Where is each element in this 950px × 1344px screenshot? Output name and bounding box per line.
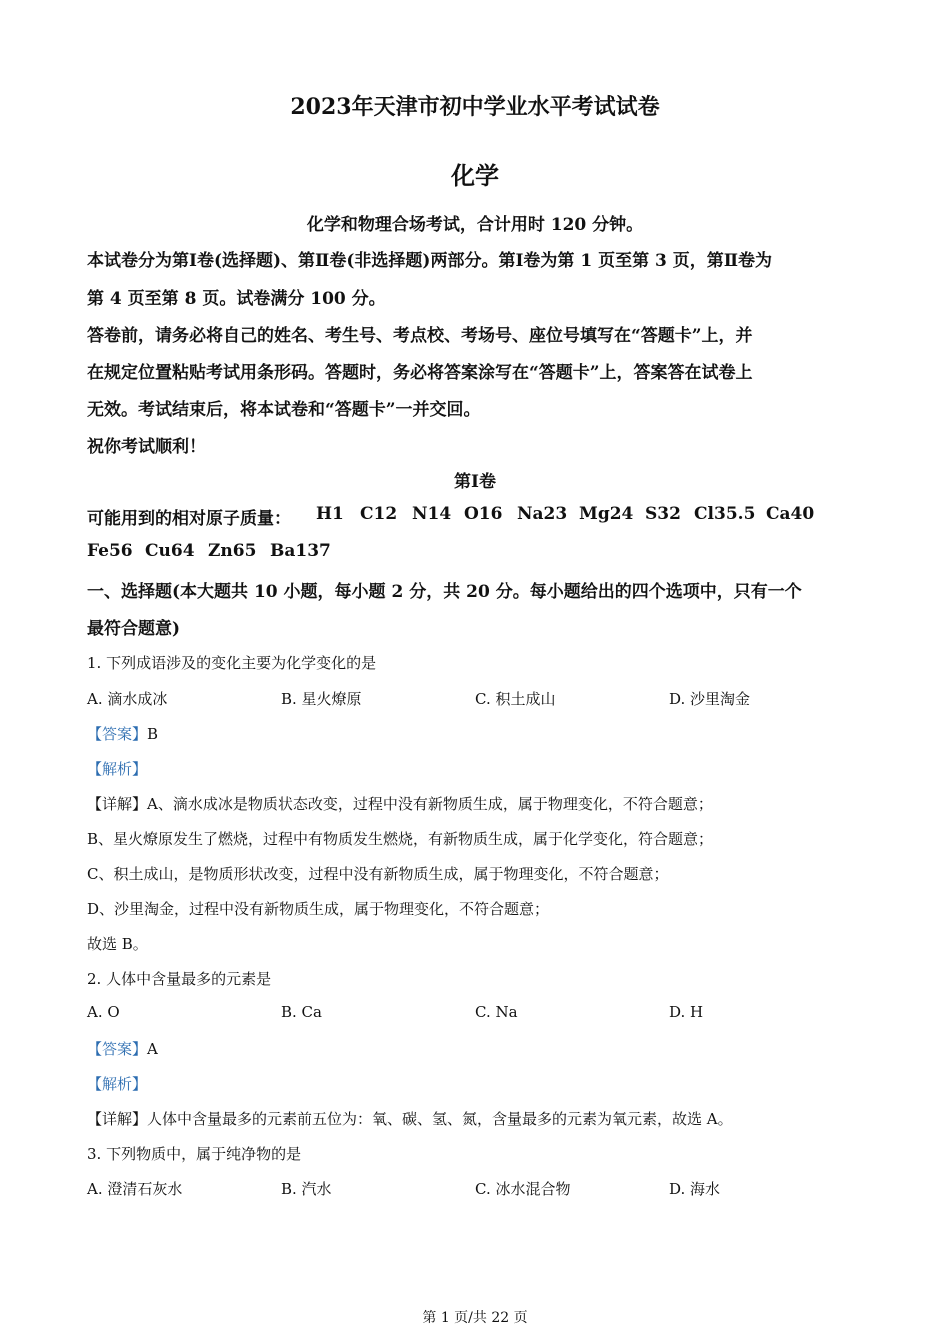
question-1-detail-line: C、积土成山，是物质形状改变，过程中没有新物质生成，属于物理变化，不符合题意； (87, 865, 669, 883)
instruction-line-2: 在规定位置粘贴考试用条形码。答题时，务必将答案涂写在“答题卡”上，答案答在试卷上 (87, 363, 753, 383)
question-2-option-d: D. H (669, 1003, 704, 1021)
mass-value: O16 (464, 504, 503, 524)
volume-heading: 第Ⅰ卷 (454, 472, 496, 492)
question-1-analysis-tag: 【解析】 (87, 760, 148, 778)
question-2-analysis-tag: 【解析】 (87, 1075, 148, 1093)
question-1-answer (87, 723, 158, 744)
question-1-option-c: C. 积土成山 (475, 690, 556, 708)
question-1-detail-line: 故选 B。 (87, 935, 148, 953)
intro-line-2: 第 4 页至第 8 页。试卷满分 100 分。 (87, 289, 386, 309)
question-1-option-a: A. 滴水成冰 (87, 690, 168, 708)
instruction-line-1: 答卷前，请务必将自己的姓名、考生号、考点校、考场号、座位号填写在“答题卡”上，并 (87, 326, 753, 346)
mass-value: Ba137 (270, 541, 331, 561)
mass-value: Zn65 (208, 541, 257, 561)
answer-tag: 【答案】 (87, 725, 148, 743)
exam-title: 2023年天津市初中学业水平考试试卷 (290, 94, 660, 120)
mass-value: C12 (360, 504, 398, 524)
answer-value: A (147, 1040, 158, 1058)
section-heading-cont: 最符合题意) (87, 619, 181, 639)
question-3-option-d: D. 海水 (669, 1180, 721, 1198)
question-1-detail-line: 【详解】A、滴水成冰是物质状态改变，过程中没有新物质生成，属于物理变化，不符合题意； (87, 795, 713, 813)
mass-value: Fe56 (87, 541, 133, 561)
question-1-detail-line: D、沙里淘金，过程中没有新物质生成，属于物理变化，不符合题意； (87, 900, 550, 918)
section-heading: 一、选择题(本大题共 10 小题，每小题 2 分，共 20 分。每小题给出的四个选项中，只有一个 (87, 582, 802, 602)
question-2-answer (87, 1038, 158, 1059)
mass-value: N14 (412, 504, 452, 524)
mass-value: Cl35.5 (694, 504, 756, 524)
question-3-option-b: B. 汽水 (281, 1180, 332, 1198)
question-1-detail-line: B、星火燎原发生了燃烧，过程中有物质发生燃烧，有新物质生成，属于化学变化，符合题意； (87, 830, 714, 848)
mass-value: Na23 (517, 504, 568, 524)
mass-value: S32 (645, 504, 681, 524)
question-3-stem: 3. 下列物质中，属于纯净物的是 (87, 1145, 302, 1163)
mass-value: Mg24 (579, 504, 634, 524)
question-2-option-c: C. Na (475, 1003, 518, 1021)
question-3-option-a: A. 澄清石灰水 (87, 1180, 183, 1198)
masses-label: 可能用到的相对原子质量： (87, 509, 291, 529)
question-1-stem: 1. 下列成语涉及的变化主要为化学变化的是 (87, 654, 377, 672)
answer-tag: 【答案】 (87, 1040, 148, 1058)
question-1-option-d: D. 沙里淘金 (669, 690, 751, 708)
good-luck-line: 祝你考试顺利！ (87, 437, 206, 457)
question-2-option-b: B. Ca (281, 1003, 322, 1021)
intro-line-1: 本试卷分为第Ⅰ卷(选择题)、第Ⅱ卷(非选择题)两部分。第Ⅰ卷为第 1 页至第 3 页，第Ⅱ卷为 (87, 251, 773, 271)
question-3-option-c: C. 冰水混合物 (475, 1180, 571, 1198)
subject-title: 化学 (451, 161, 499, 190)
page-footer: 第 1 页/共 22 页 (422, 1310, 528, 1326)
question-2-detail-line: 【详解】人体中含量最多的元素前五位为：氧、碳、氢、氮，含量最多的元素为氧元素，故选 A。 (87, 1110, 733, 1128)
question-2-stem: 2. 人体中含量最多的元素是 (87, 970, 272, 988)
mass-value: Cu64 (145, 541, 195, 561)
mass-value: Ca40 (766, 504, 815, 524)
mass-value: H1 (316, 504, 344, 524)
question-2-option-a: A. O (87, 1003, 120, 1021)
question-1-option-b: B. 星火燎原 (281, 690, 362, 708)
answer-value: B (147, 725, 159, 743)
instruction-line-3: 无效。考试结束后，将本试卷和“答题卡”一并交回。 (87, 400, 481, 420)
notice-line: 化学和物理合场考试，合计用时 120 分钟。 (306, 215, 644, 235)
